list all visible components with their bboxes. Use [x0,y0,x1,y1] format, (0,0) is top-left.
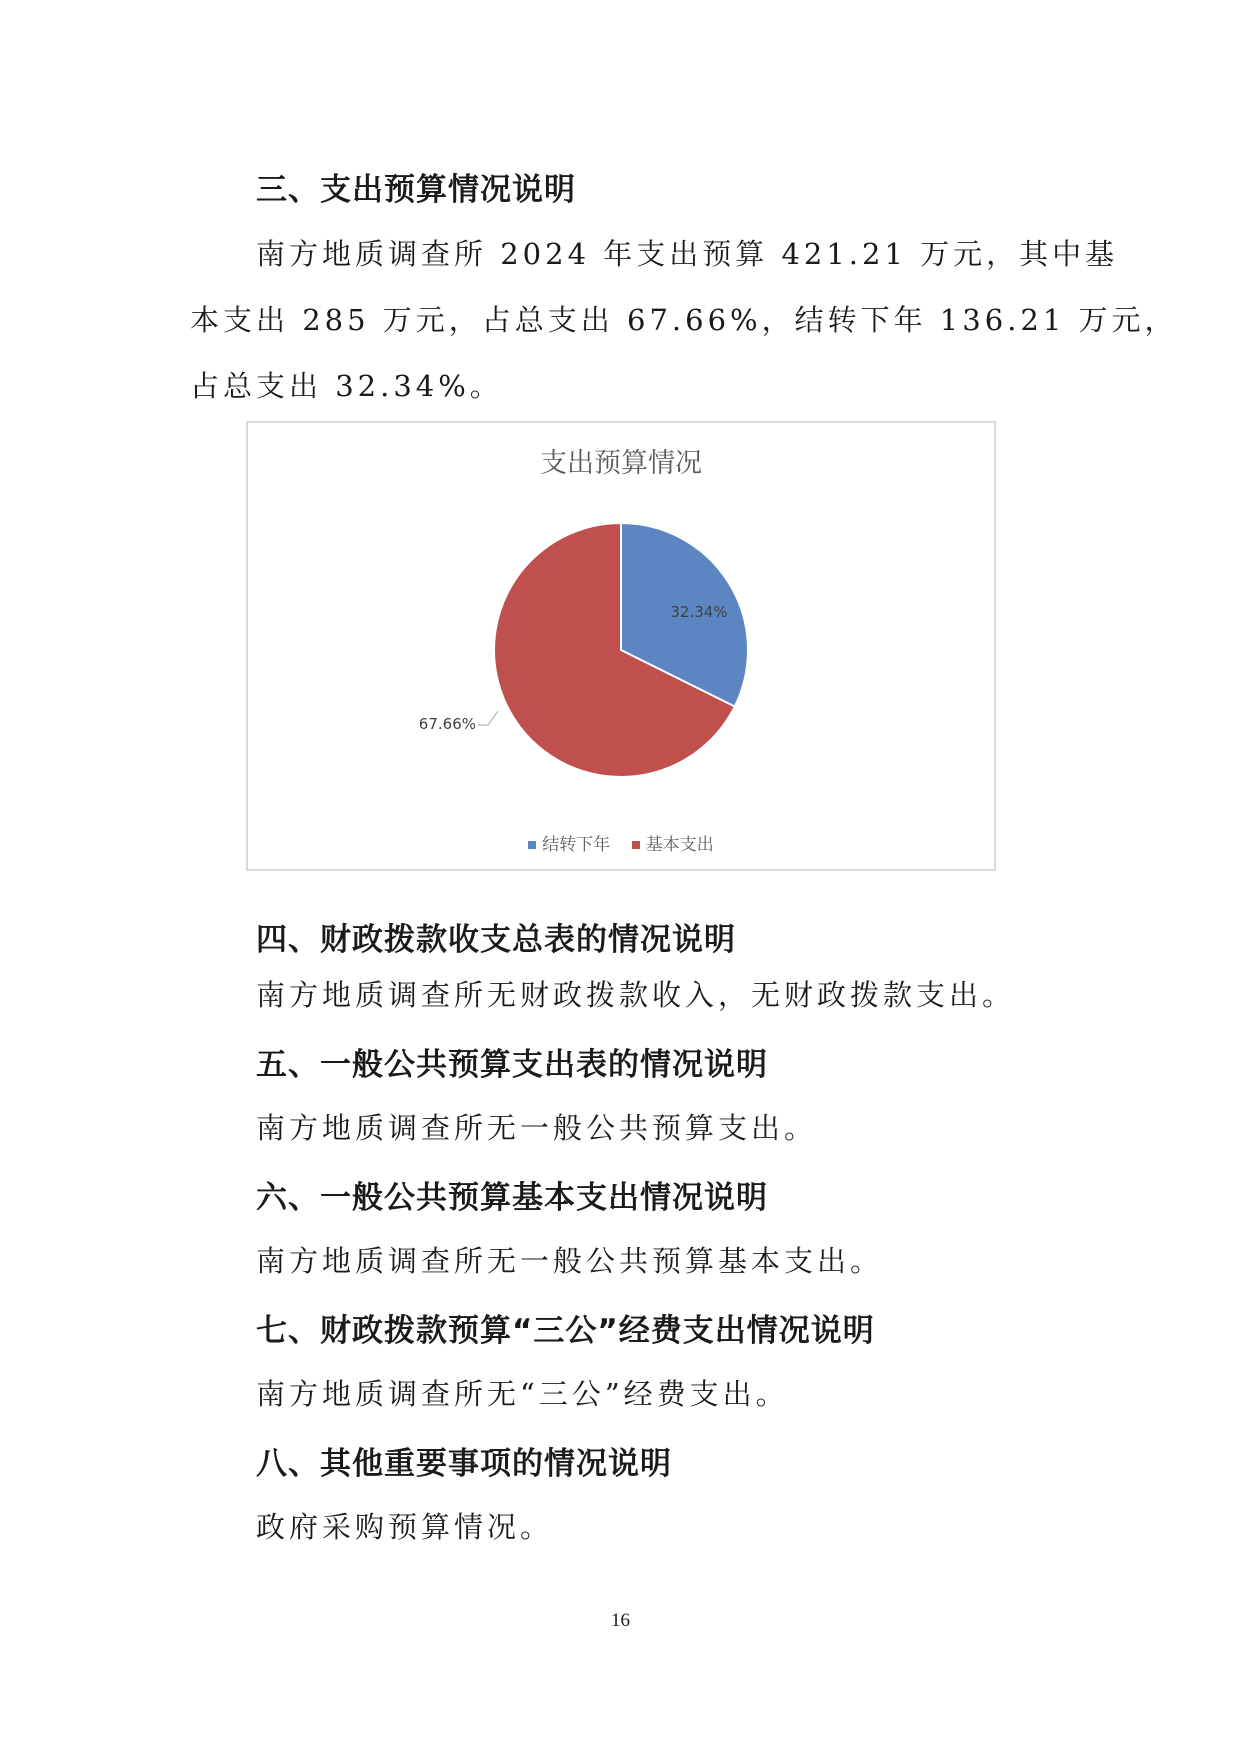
pie-chart-canvas [248,423,994,869]
leader-line-basic-expenditure [478,711,498,725]
section-6-heading: 六、一般公共预算基本支出情况说明 [256,1180,768,1216]
legend-swatch-carryover [528,841,536,849]
section-8-heading: 八、其他重要事项的情况说明 [256,1446,672,1482]
legend-item-carryover [528,830,610,855]
legend-swatch-basic-expenditure [632,841,640,849]
page-number: 16 [611,1610,630,1631]
legend-label-basic-expenditure: 基本支出 [645,835,714,855]
section-6-paragraph: 南方地质调查所无一般公共预算基本支出。 [256,1244,884,1278]
legend-label-carryover: 结转下年 [542,835,611,855]
section-8-paragraph: 政府采购预算情况。 [256,1510,554,1544]
chart-legend [248,830,994,855]
legend-item-basic-expenditure [632,830,714,855]
section-5-paragraph: 南方地质调查所无一般公共预算支出。 [256,1111,818,1145]
data-label-carryover: 32.34% [670,603,728,621]
expenditure-pie-chart [246,421,996,871]
section-4-paragraph: 南方地质调查所无财政拨款收入，无财政拨款支出。 [256,978,1016,1012]
data-label-basic-expenditure: 67.66% [418,715,476,733]
section-3-paragraph-line-3: 占总支出 32.34%。 [190,369,503,403]
section-4-heading: 四、财政拨款收支总表的情况说明 [256,922,736,958]
section-5-heading: 五、一般公共预算支出表的情况说明 [256,1047,768,1083]
section-3-paragraph-line-1: 南方地质调查所 2024 年支出预算 421.21 万元，其中基 [256,237,1119,271]
chart-title: 支出预算情况 [540,448,702,479]
section-7-heading: 七、财政拨款预算“三公”经费支出情况说明 [256,1313,875,1349]
section-7-paragraph: 南方地质调查所无“三公”经费支出。 [256,1377,789,1411]
section-3-heading: 三、支出预算情况说明 [256,172,576,208]
section-3-paragraph-line-2: 本支出 285 万元，占总支出 67.66%，结转下年 136.21 万元， [190,303,1178,337]
